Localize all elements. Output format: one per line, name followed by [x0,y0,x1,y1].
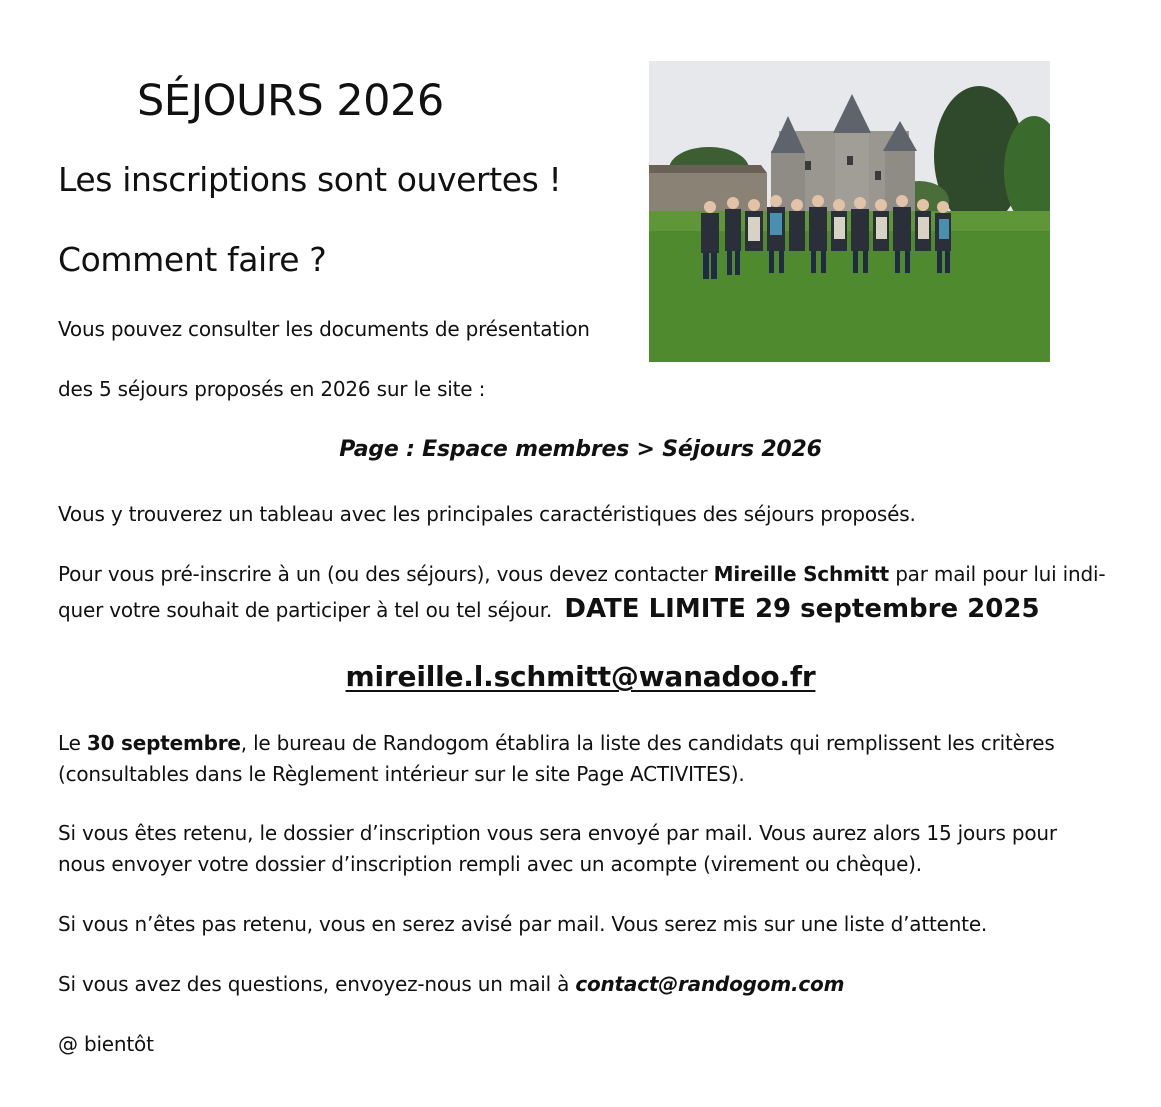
contact-email-link[interactable]: mireille.l.schmitt@wanadoo.fr [345,660,816,693]
preinscription-text-1: Pour vous pré-inscrire à un (ou des séjours), vous devez contacter [58,562,714,586]
selection-line-1 [58,731,1055,755]
contact-email-row [0,660,1161,693]
questions-line [58,972,844,996]
deadline: DATE LIMITE 29 septembre 2025 [564,594,1040,624]
preinscription-text-3: quer votre souhait de participer à tel ou tel séjour. [58,598,553,622]
contact-name: Mireille Schmitt [713,562,890,586]
questions-text: Si vous avez des questions, envoyez-nous un mail à [58,972,576,996]
group-photo [649,61,1050,362]
subheadline: Comment faire ? [58,240,327,279]
headline: Les inscriptions sont ouvertes ! [58,160,562,199]
selection-line-2: (consultables dans le Règlement intérieur sur le site Page ACTIVITES). [58,762,745,786]
selection-date: 30 septembre [86,731,241,755]
not-retained: Si vous n’êtes pas retenu, vous en serez avisé par mail. Vous serez mis sur une liste d’attente. [58,912,988,936]
intro-line-2: des 5 séjours proposés en 2026 sur le site : [58,377,486,401]
preinscription-text-2: par mail pour lui indi- [889,562,1106,586]
page-title: SÉJOURS 2026 [137,76,444,126]
group-photo-icon [649,61,1050,362]
retained-line-1: Si vous êtes retenu, le dossier d’inscription vous sera envoyé par mail. Vous aurez alors 15 jours pour [58,821,1057,845]
intro-line-1: Vous pouvez consulter les documents de présentation [58,317,590,341]
selection-text: , le bureau de Randogom établira la liste des candidats qui remplissent les critères [240,731,1055,755]
selection-prefix: Le [58,731,87,755]
preinscription-line-1 [58,562,1105,586]
table-info: Vous y trouverez un tableau avec les principales caractéristiques des séjours proposés. [58,502,916,526]
contact-randogom-link[interactable]: contact@randogom.com [575,972,845,996]
retained-line-2: nous envoyer votre dossier d’inscription rempli avec un acompte (virement ou chèque). [58,852,922,876]
page-path: Page : Espace membres > Séjours 2026 [339,437,822,462]
preinscription-line-2 [58,594,1040,624]
closing: @ bientôt [58,1032,154,1056]
